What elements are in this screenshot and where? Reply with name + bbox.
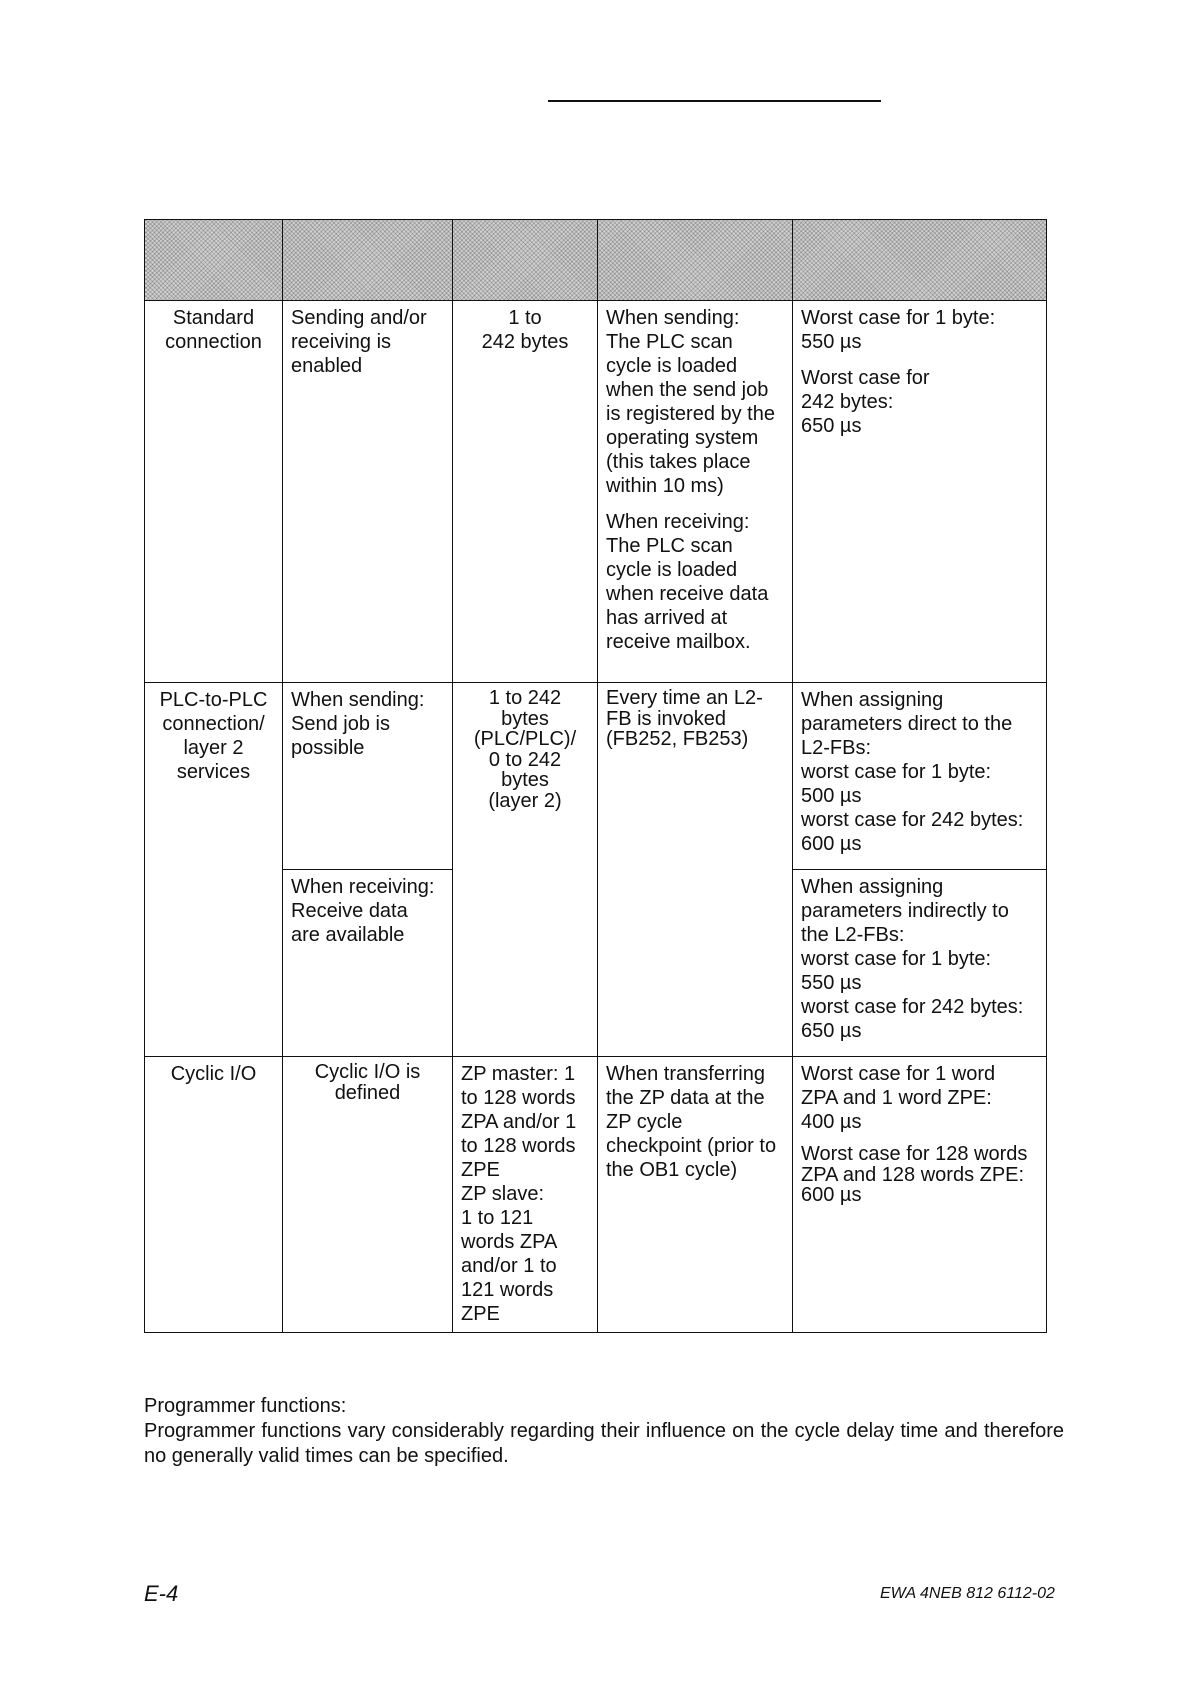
load-time-cell (598, 1057, 793, 1333)
text-line: Receive data (291, 900, 408, 922)
delay-time-1word-text (801, 1062, 1038, 1134)
page-number: E-4 (144, 1581, 179, 1606)
programmer-functions-section (144, 1394, 1064, 1469)
text-line: has arrived at (606, 607, 728, 629)
programmer-functions-body: Programmer functions vary considerably regarding their influence on the cycle delay time and therefore no generally valid times can be specified. (144, 1420, 1064, 1467)
text-line: when the send job (606, 379, 769, 401)
table-header-row (145, 220, 1047, 301)
text-line: ZPE (461, 1159, 500, 1181)
data-volume-text (461, 1062, 589, 1326)
text-line: and/or 1 to (461, 1255, 557, 1277)
text-line: 550 µs (801, 331, 862, 353)
text-line: layer 2 (183, 737, 244, 759)
delay-time-1byte-text (801, 306, 1038, 354)
load-time-text (606, 688, 784, 750)
text-line: defined (334, 1081, 401, 1104)
text-line: receiving is (291, 331, 392, 353)
text-line: ZP master: 1 (461, 1063, 576, 1085)
delay-time-242bytes-text (801, 366, 1038, 438)
header-cell (283, 220, 453, 301)
text-line: When transferring (606, 1063, 765, 1085)
text-line: the ZP data at the (606, 1087, 765, 1109)
text-line: ZPE (461, 1303, 500, 1325)
delay-time-cell (793, 683, 1047, 870)
table-row (145, 683, 1047, 870)
text-line: When assigning (801, 689, 944, 711)
text-line: when receive data (606, 583, 769, 605)
connection-type-cell (145, 1057, 283, 1333)
table-row (145, 1057, 1047, 1333)
text-line: operating system (606, 427, 759, 449)
text-line: services (176, 761, 251, 783)
condition-text (291, 1062, 444, 1103)
text-line: When receiving: (606, 511, 750, 533)
text-line: (this takes place (606, 451, 751, 473)
text-line: the L2-FBs: (801, 924, 905, 946)
header-cell (453, 220, 598, 301)
text-line: When sending: (606, 307, 740, 329)
text-line: parameters direct to the (801, 713, 1013, 735)
text-line: worst case for 1 byte: (801, 948, 992, 970)
text-line: possible (291, 737, 365, 759)
text-line: Worst case for 128 words (801, 1143, 1028, 1165)
top-rule (548, 100, 881, 102)
text-line: 1 to 242 (488, 687, 562, 709)
delay-time-cell (793, 1057, 1047, 1333)
text-line: ZPA and/or 1 (461, 1111, 577, 1133)
delay-time-cell (793, 870, 1047, 1057)
text-line: 400 µs (801, 1111, 862, 1133)
text-line: 600 µs (801, 1184, 862, 1206)
text-line: to 128 words (461, 1135, 576, 1157)
text-line: (PLC/PLC)/ (473, 728, 577, 750)
text-line: the OB1 cycle) (606, 1159, 738, 1181)
text-line: worst case for 1 byte: (801, 761, 992, 783)
text-line: Cyclic I/O (170, 1063, 257, 1085)
text-line: worst case for 242 bytes: (801, 996, 1024, 1018)
text-line: bytes (501, 769, 549, 791)
text-line: is registered by the (606, 403, 775, 425)
text-line: are available (291, 924, 405, 946)
text-line: receive mailbox. (606, 631, 751, 653)
text-line: Send job is (291, 713, 390, 735)
data-volume-text (461, 688, 589, 811)
text-line: Cyclic I/O is (314, 1061, 421, 1083)
header-cell (793, 220, 1047, 301)
text-line: Every time an L2- (606, 687, 763, 709)
text-line: The PLC scan (606, 331, 733, 353)
programmer-functions-heading: Programmer functions: (144, 1395, 347, 1417)
text-line: enabled (291, 355, 363, 377)
load-time-cell (598, 301, 793, 683)
condition-text (291, 306, 444, 378)
text-line: (layer 2) (488, 789, 562, 812)
document-id: EWA 4NEB 812 6112-02 (880, 1585, 1055, 1602)
header-cell (598, 220, 793, 301)
delay-time-direct-text (801, 688, 1038, 856)
connection-type-cell (145, 683, 283, 1057)
connection-type-text (153, 1062, 274, 1086)
condition-send-text (291, 688, 444, 760)
data-volume-text (461, 306, 589, 354)
text-line: checkpoint (prior to (606, 1135, 777, 1157)
data-volume-cell (453, 683, 598, 1057)
cycle-delay-table (144, 219, 1047, 1333)
condition-receive-text (291, 875, 444, 947)
text-line: Sending and/or (291, 307, 427, 329)
text-line: When assigning (801, 876, 944, 898)
header-cell (145, 220, 283, 301)
text-line: 242 bytes (481, 331, 569, 353)
load-time-sending-text (606, 306, 784, 498)
data-volume-cell (453, 1057, 598, 1333)
text-line: parameters indirectly to (801, 900, 1009, 922)
text-line: When sending: (291, 689, 425, 711)
condition-cell (283, 870, 453, 1057)
text-line: within 10 ms) (606, 475, 724, 497)
text-line: The PLC scan (606, 535, 733, 557)
text-line: 550 µs (801, 972, 862, 994)
text-line: words ZPA (461, 1231, 558, 1253)
text-line: worst case for 242 bytes: (801, 809, 1024, 831)
connection-type-text (153, 688, 274, 784)
connection-type-text (153, 306, 274, 354)
delay-time-indirect-text (801, 875, 1038, 1043)
text-line: L2-FBs: (801, 737, 872, 759)
text-line: 650 µs (801, 1020, 862, 1042)
text-line: ZP cycle (606, 1111, 683, 1133)
text-line: Worst case for (801, 367, 930, 389)
text-line: 500 µs (801, 785, 862, 807)
text-line: 121 words (461, 1279, 554, 1301)
text-line: bytes (501, 707, 549, 730)
text-line: FB is invoked (606, 707, 727, 730)
delay-time-128words-text (801, 1144, 1038, 1206)
text-line: (FB252, FB253) (606, 728, 749, 750)
connection-type-cell (145, 301, 283, 683)
text-line: Standard (172, 307, 255, 329)
text-line: connection/ (162, 713, 265, 735)
text-line: connection (165, 331, 262, 353)
text-line: 1 to 121 (461, 1207, 534, 1229)
text-line: cycle is loaded (606, 355, 738, 377)
load-time-receiving-text (606, 510, 784, 654)
text-line: 0 to 242 (488, 748, 562, 771)
load-time-cell (598, 683, 793, 1057)
text-line: 242 bytes: (801, 391, 894, 413)
text-line: 600 µs (801, 833, 862, 855)
table-row (145, 301, 1047, 683)
data-volume-cell (453, 301, 598, 683)
delay-time-cell (793, 301, 1047, 683)
text-line: Worst case for 1 word (801, 1063, 996, 1085)
text-line: PLC-to-PLC (159, 689, 268, 711)
text-line: ZP slave: (461, 1183, 544, 1205)
text-line: cycle is loaded (606, 559, 738, 581)
text-line: 650 µs (801, 415, 862, 437)
text-line: Worst case for 1 byte: (801, 307, 996, 329)
load-time-text (606, 1062, 784, 1182)
text-line: ZPA and 1 word ZPE: (801, 1087, 992, 1109)
text-line: 1 to (508, 307, 542, 329)
text-line: ZPA and 128 words ZPE: (801, 1163, 1025, 1186)
text-line: to 128 words (461, 1087, 576, 1109)
condition-cell (283, 1057, 453, 1333)
text-line: When receiving: (291, 876, 435, 898)
condition-cell (283, 301, 453, 683)
condition-cell (283, 683, 453, 870)
